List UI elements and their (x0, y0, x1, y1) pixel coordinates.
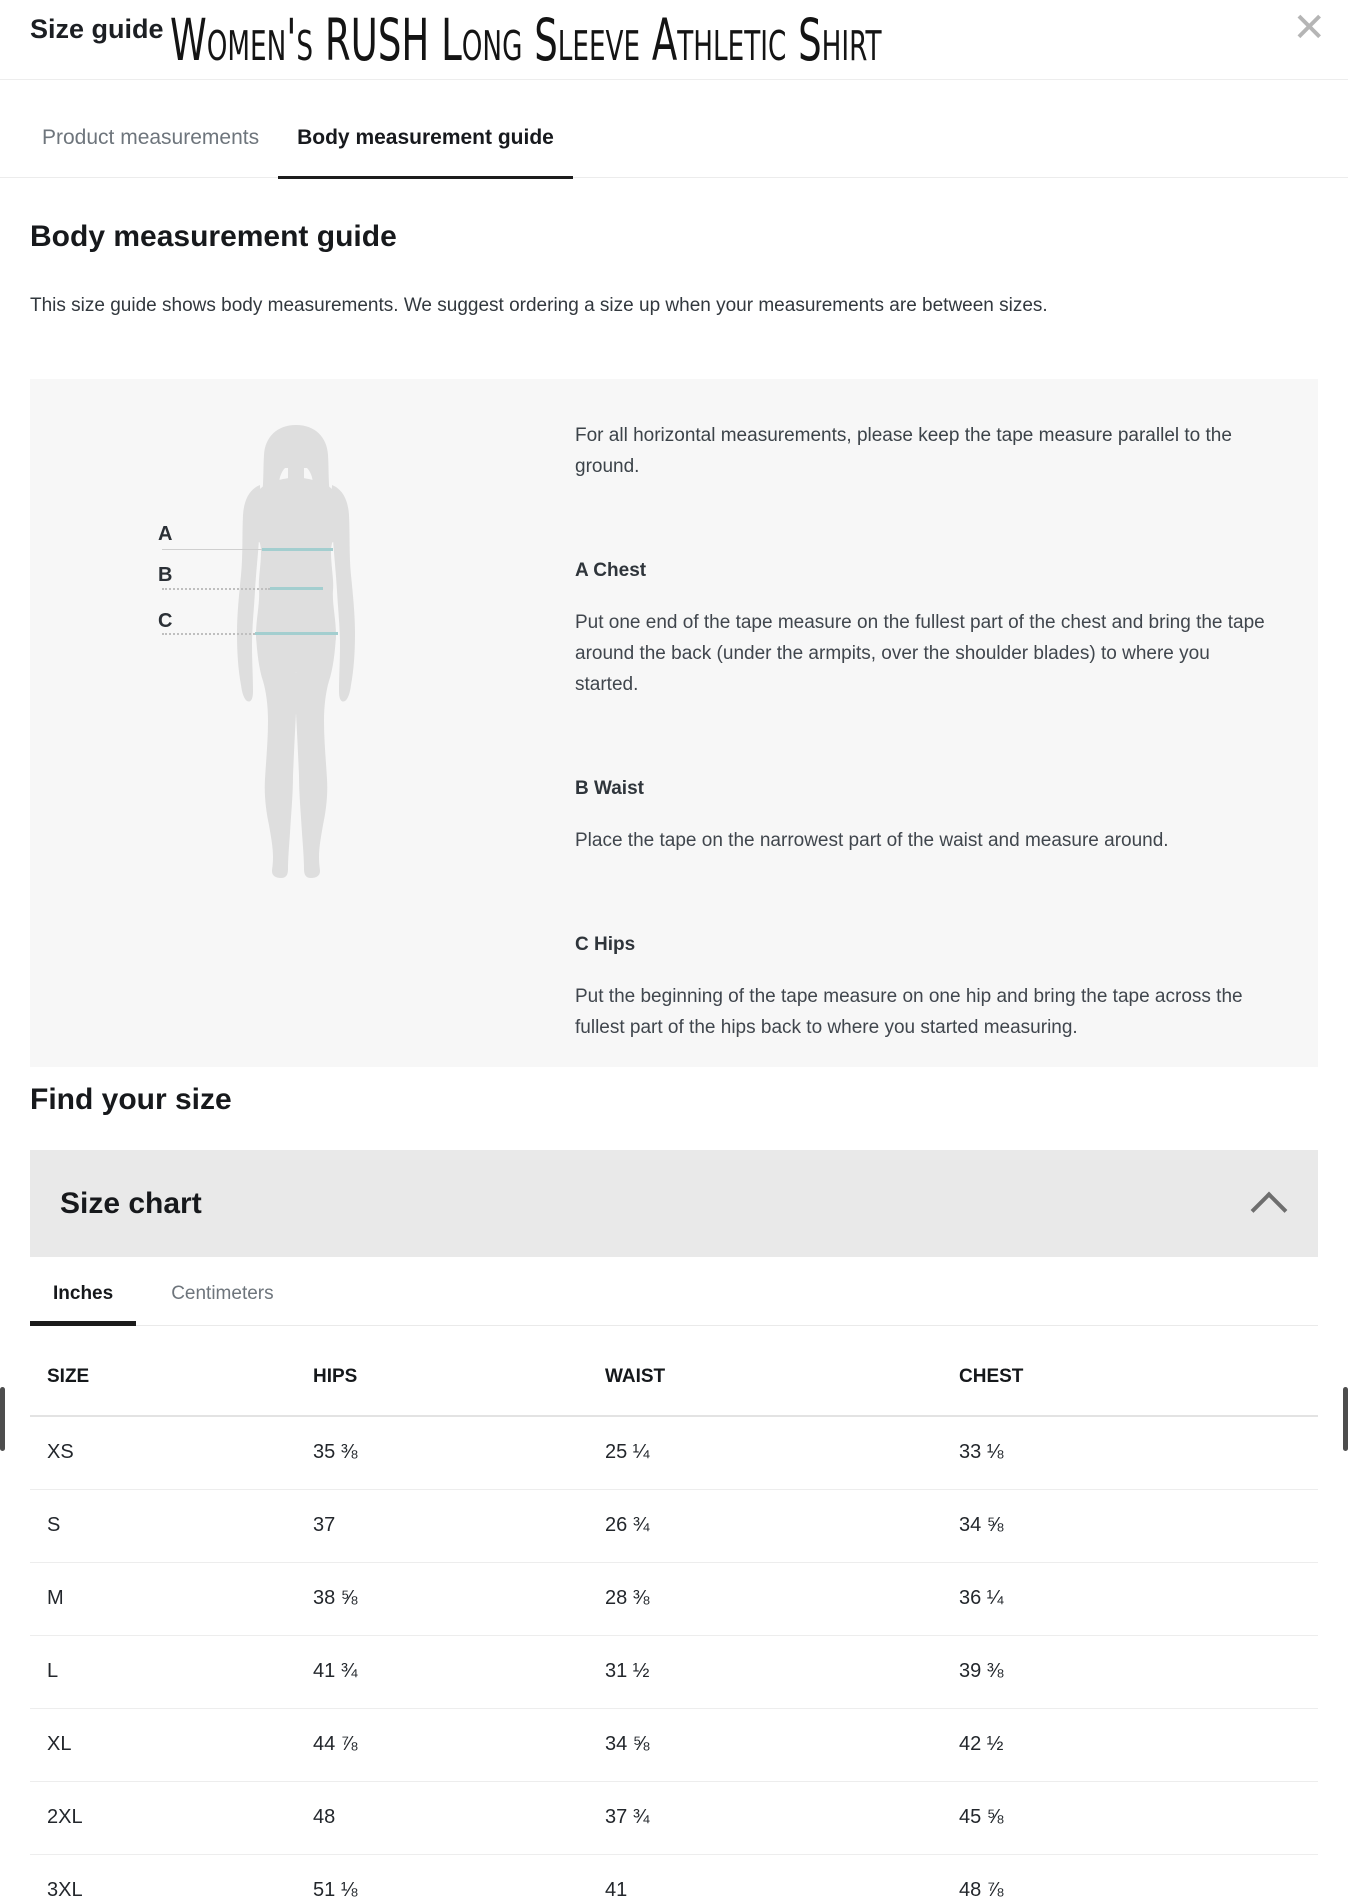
waist-cell: 34 ⅝ (605, 1709, 959, 1782)
waist-heading: B Waist (575, 778, 644, 799)
size-chart-title: Size chart (60, 1186, 202, 1220)
waist-cell: 28 ⅜ (605, 1563, 959, 1636)
size-chart-table (30, 1326, 1318, 1903)
hips-heading: C Hips (575, 934, 636, 955)
chest-cell: 36 ¼ (959, 1563, 1318, 1636)
waist-description: Place the tape on the narrowest part of the waist and measure around. (575, 830, 1169, 851)
female-body-silhouette-image (216, 423, 376, 881)
waist-cell: 37 ¾ (605, 1782, 959, 1855)
chest-cell: 45 ⅝ (959, 1782, 1318, 1855)
chest-cell: 39 ⅜ (959, 1636, 1318, 1709)
chest-cell: 42 ½ (959, 1709, 1318, 1782)
table-row (30, 1416, 1318, 1490)
product-title: Women's RUSH Long Sleeve Athletic Shirt (170, 6, 882, 74)
find-your-size-heading: Find your size (30, 1083, 232, 1116)
hips-description: Put the beginning of the tape measure on one hip and bring the tape across the fullest part of the hips back to where you started measuring. (575, 986, 1243, 1038)
table-row (30, 1636, 1318, 1709)
waist-cell: 26 ¾ (605, 1490, 959, 1563)
hips-cell: 44 ⅞ (313, 1709, 605, 1782)
chevron-up-icon (1251, 1191, 1288, 1228)
tab-centimeters[interactable]: Centimeters (171, 1283, 274, 1304)
col-header-waist: WAIST (605, 1326, 959, 1416)
hips-cell: 41 ¾ (313, 1636, 605, 1709)
tab-body-measurement-guide[interactable]: Body measurement guide (278, 112, 573, 179)
body-guide-heading: Body measurement guide (30, 220, 397, 253)
close-button[interactable] (1292, 5, 1326, 51)
marker-label-b: B (158, 564, 173, 586)
close-icon: ✕ (1292, 5, 1326, 51)
size-cell: S (30, 1490, 313, 1563)
measurement-figure-panel (30, 379, 1318, 1067)
chest-cell: 34 ⅝ (959, 1490, 1318, 1563)
table-row (30, 1563, 1318, 1636)
hips-measure-line (255, 632, 338, 635)
silhouette-left-leg (256, 635, 296, 878)
col-header-chest: CHEST (959, 1326, 1318, 1416)
chest-description: Put one end of the tape measure on the fullest part of the chest and bring the tape around the back (under the armpits, over the shoulder blades) to where you started. (575, 612, 1265, 695)
chest-cell: 48 ⅞ (959, 1879, 1004, 1901)
marker-label-c: C (158, 610, 173, 632)
size-chart-collapse-header[interactable] (30, 1150, 1318, 1257)
modal-header (0, 0, 1348, 80)
table-row (30, 1490, 1318, 1563)
silhouette-left-arm (237, 485, 260, 702)
silhouette-torso (253, 477, 339, 673)
hips-cell: 35 ⅜ (313, 1416, 605, 1490)
marker-leader-b (162, 588, 270, 590)
size-cell: L (30, 1636, 313, 1709)
table-row (30, 1855, 1318, 1903)
size-cell: XS (30, 1416, 313, 1490)
modal-title: Size guide (30, 14, 164, 44)
tab-product-measurements[interactable]: Product measurements (42, 126, 260, 149)
size-cell: M (30, 1563, 313, 1636)
table-row (30, 1782, 1318, 1855)
size-cell: 2XL (30, 1782, 313, 1855)
chest-cell: 33 ⅛ (959, 1416, 1318, 1490)
size-cell: 3XL (47, 1879, 83, 1901)
waist-measure-line (270, 587, 323, 590)
chest-measure-line (262, 548, 333, 551)
silhouette-right-leg (296, 635, 336, 878)
marker-leader-a (162, 549, 262, 550)
chest-heading: A Chest (575, 560, 647, 581)
scroll-indicator-left[interactable] (0, 1387, 5, 1451)
silhouette-right-arm (332, 485, 355, 702)
marker-leader-c (162, 633, 255, 635)
waist-cell: 25 ¼ (605, 1416, 959, 1490)
hips-cell: 38 ⅝ (313, 1563, 605, 1636)
table-header-row (30, 1326, 1318, 1416)
waist-cell: 31 ½ (605, 1636, 959, 1709)
waist-cell: 41 (605, 1879, 628, 1901)
figure-note: For all horizontal measurements, please keep the tape measure parallel to the ground. (575, 425, 1232, 477)
size-cell: XL (30, 1709, 313, 1782)
hips-cell: 37 (313, 1490, 605, 1563)
scroll-indicator-right[interactable] (1343, 1387, 1348, 1451)
body-guide-intro: This size guide shows body measurements. We suggest ordering a size up when your measurements are between sizes. (30, 295, 1048, 316)
col-header-size: SIZE (30, 1326, 313, 1416)
unit-tabs (30, 1257, 1318, 1326)
table-row (30, 1709, 1318, 1782)
hips-cell: 48 (313, 1782, 605, 1855)
tab-inches[interactable]: Inches (30, 1257, 136, 1326)
marker-label-a: A (158, 523, 173, 545)
col-header-hips: HIPS (313, 1326, 605, 1416)
measurement-instructions (575, 420, 1275, 1043)
hips-cell: 51 ⅛ (313, 1879, 358, 1901)
guide-tabs (0, 80, 1348, 178)
